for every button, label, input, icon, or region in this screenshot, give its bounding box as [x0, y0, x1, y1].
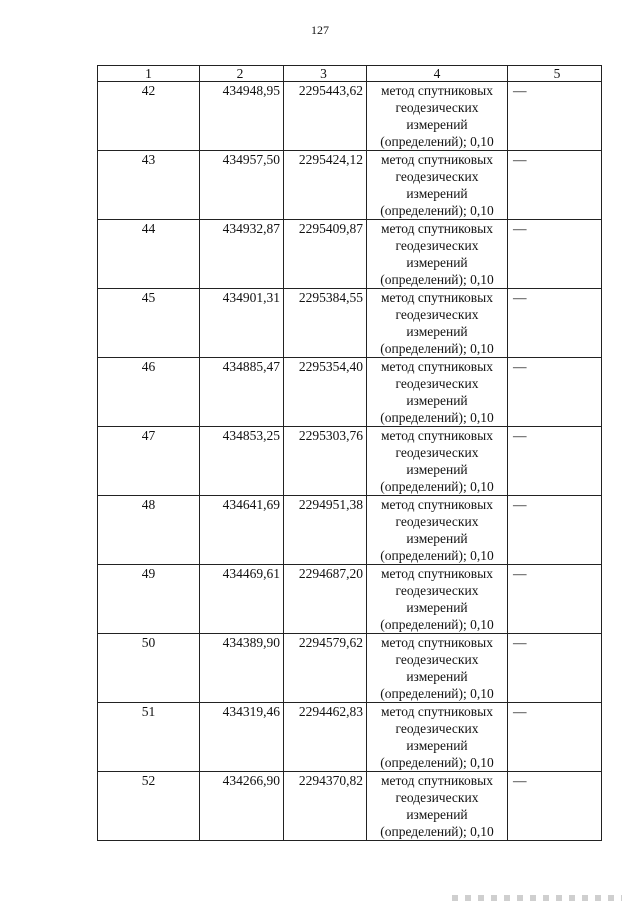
point-number: 50 [98, 634, 200, 703]
table-row [98, 289, 602, 358]
point-number: 47 [98, 427, 200, 496]
note-cell: — [508, 289, 602, 358]
point-number: 49 [98, 565, 200, 634]
method-cell [367, 151, 508, 220]
coordinate-y: 2295303,76 [284, 427, 367, 496]
method-line: геодезических [395, 238, 479, 253]
table-row [98, 634, 602, 703]
coordinate-y: 2294687,20 [284, 565, 367, 634]
method-line: (определений); 0,10 [380, 272, 494, 287]
method-line: (определений); 0,10 [380, 755, 494, 770]
note-cell: — [508, 703, 602, 772]
point-number: 43 [98, 151, 200, 220]
method-line: измерений [406, 462, 468, 477]
coordinate-y: 2294951,38 [284, 496, 367, 565]
note-cell: — [508, 82, 602, 151]
point-number: 44 [98, 220, 200, 289]
method-line: геодезических [395, 100, 479, 115]
method-line: (определений); 0,10 [380, 617, 494, 632]
note-cell: — [508, 565, 602, 634]
coordinate-x: 434469,61 [200, 565, 284, 634]
method-line: измерений [406, 600, 468, 615]
method-line: метод спутниковых [381, 635, 493, 650]
table-row [98, 151, 602, 220]
method-line: метод спутниковых [381, 704, 493, 719]
method-line: геодезических [395, 307, 479, 322]
method-line: метод спутниковых [381, 359, 493, 374]
method-line: измерений [406, 669, 468, 684]
method-line: (определений); 0,10 [380, 410, 494, 425]
table-row [98, 496, 602, 565]
method-line: метод спутниковых [381, 221, 493, 236]
method-line: (определений); 0,10 [380, 548, 494, 563]
coordinate-x: 434853,25 [200, 427, 284, 496]
column-header-5: 5 [508, 66, 602, 82]
method-line: метод спутниковых [381, 83, 493, 98]
method-line: геодезических [395, 652, 479, 667]
table-row [98, 703, 602, 772]
point-number: 48 [98, 496, 200, 565]
method-cell [367, 220, 508, 289]
method-line: измерений [406, 393, 468, 408]
coordinate-x: 434389,90 [200, 634, 284, 703]
method-cell [367, 565, 508, 634]
column-header-4: 4 [367, 66, 508, 82]
note-cell: — [508, 496, 602, 565]
method-cell [367, 496, 508, 565]
coordinate-x: 434901,31 [200, 289, 284, 358]
table-row [98, 220, 602, 289]
coordinate-y: 2295424,12 [284, 151, 367, 220]
method-line: геодезических [395, 790, 479, 805]
coordinate-y: 2295409,87 [284, 220, 367, 289]
method-cell [367, 427, 508, 496]
note-cell: — [508, 151, 602, 220]
note-cell: — [508, 427, 602, 496]
method-line: метод спутниковых [381, 290, 493, 305]
point-number: 42 [98, 82, 200, 151]
point-number: 46 [98, 358, 200, 427]
method-line: метод спутниковых [381, 566, 493, 581]
coordinate-x: 434885,47 [200, 358, 284, 427]
method-line: измерений [406, 324, 468, 339]
method-line: геодезических [395, 514, 479, 529]
column-header-2: 2 [200, 66, 284, 82]
method-line: геодезических [395, 169, 479, 184]
method-line: измерений [406, 531, 468, 546]
method-line: метод спутниковых [381, 773, 493, 788]
table-row [98, 427, 602, 496]
coordinate-y: 2295384,55 [284, 289, 367, 358]
method-cell [367, 772, 508, 841]
method-cell [367, 358, 508, 427]
method-line: (определений); 0,10 [380, 824, 494, 839]
method-line: измерений [406, 117, 468, 132]
coordinate-y: 2295354,40 [284, 358, 367, 427]
coordinate-y: 2294370,82 [284, 772, 367, 841]
note-cell: — [508, 634, 602, 703]
coordinate-x: 434319,46 [200, 703, 284, 772]
method-line: измерений [406, 255, 468, 270]
column-header-1: 1 [98, 66, 200, 82]
coordinate-x: 434957,50 [200, 151, 284, 220]
note-cell: — [508, 220, 602, 289]
scan-artifact-mark [452, 895, 622, 901]
note-cell: — [508, 358, 602, 427]
method-line: метод спутниковых [381, 152, 493, 167]
method-line: измерений [406, 738, 468, 753]
method-line: метод спутниковых [381, 497, 493, 512]
method-line: (определений); 0,10 [380, 341, 494, 356]
point-number: 45 [98, 289, 200, 358]
method-cell [367, 703, 508, 772]
page-number: 127 [311, 23, 329, 37]
point-number: 51 [98, 703, 200, 772]
method-line: (определений); 0,10 [380, 479, 494, 494]
method-line: (определений); 0,10 [380, 686, 494, 701]
coordinate-x: 434932,87 [200, 220, 284, 289]
method-line: геодезических [395, 445, 479, 460]
method-line: (определений); 0,10 [380, 134, 494, 149]
table-row [98, 358, 602, 427]
method-cell [367, 289, 508, 358]
coordinate-y: 2295443,62 [284, 82, 367, 151]
coordinate-y: 2294462,83 [284, 703, 367, 772]
coordinate-x: 434641,69 [200, 496, 284, 565]
table-row [98, 772, 602, 841]
method-cell [367, 82, 508, 151]
column-header-3: 3 [284, 66, 367, 82]
table-header-row [98, 66, 602, 82]
method-line: геодезических [395, 376, 479, 391]
method-line: измерений [406, 186, 468, 201]
method-line: метод спутниковых [381, 428, 493, 443]
coordinate-x: 434266,90 [200, 772, 284, 841]
method-line: измерений [406, 807, 468, 822]
point-number: 52 [98, 772, 200, 841]
coordinates-table [97, 65, 602, 841]
table-row [98, 565, 602, 634]
method-cell [367, 634, 508, 703]
table-row [98, 82, 602, 151]
note-cell: — [508, 772, 602, 841]
method-line: геодезических [395, 583, 479, 598]
method-line: (определений); 0,10 [380, 203, 494, 218]
coordinate-x: 434948,95 [200, 82, 284, 151]
coordinate-y: 2294579,62 [284, 634, 367, 703]
method-line: геодезических [395, 721, 479, 736]
